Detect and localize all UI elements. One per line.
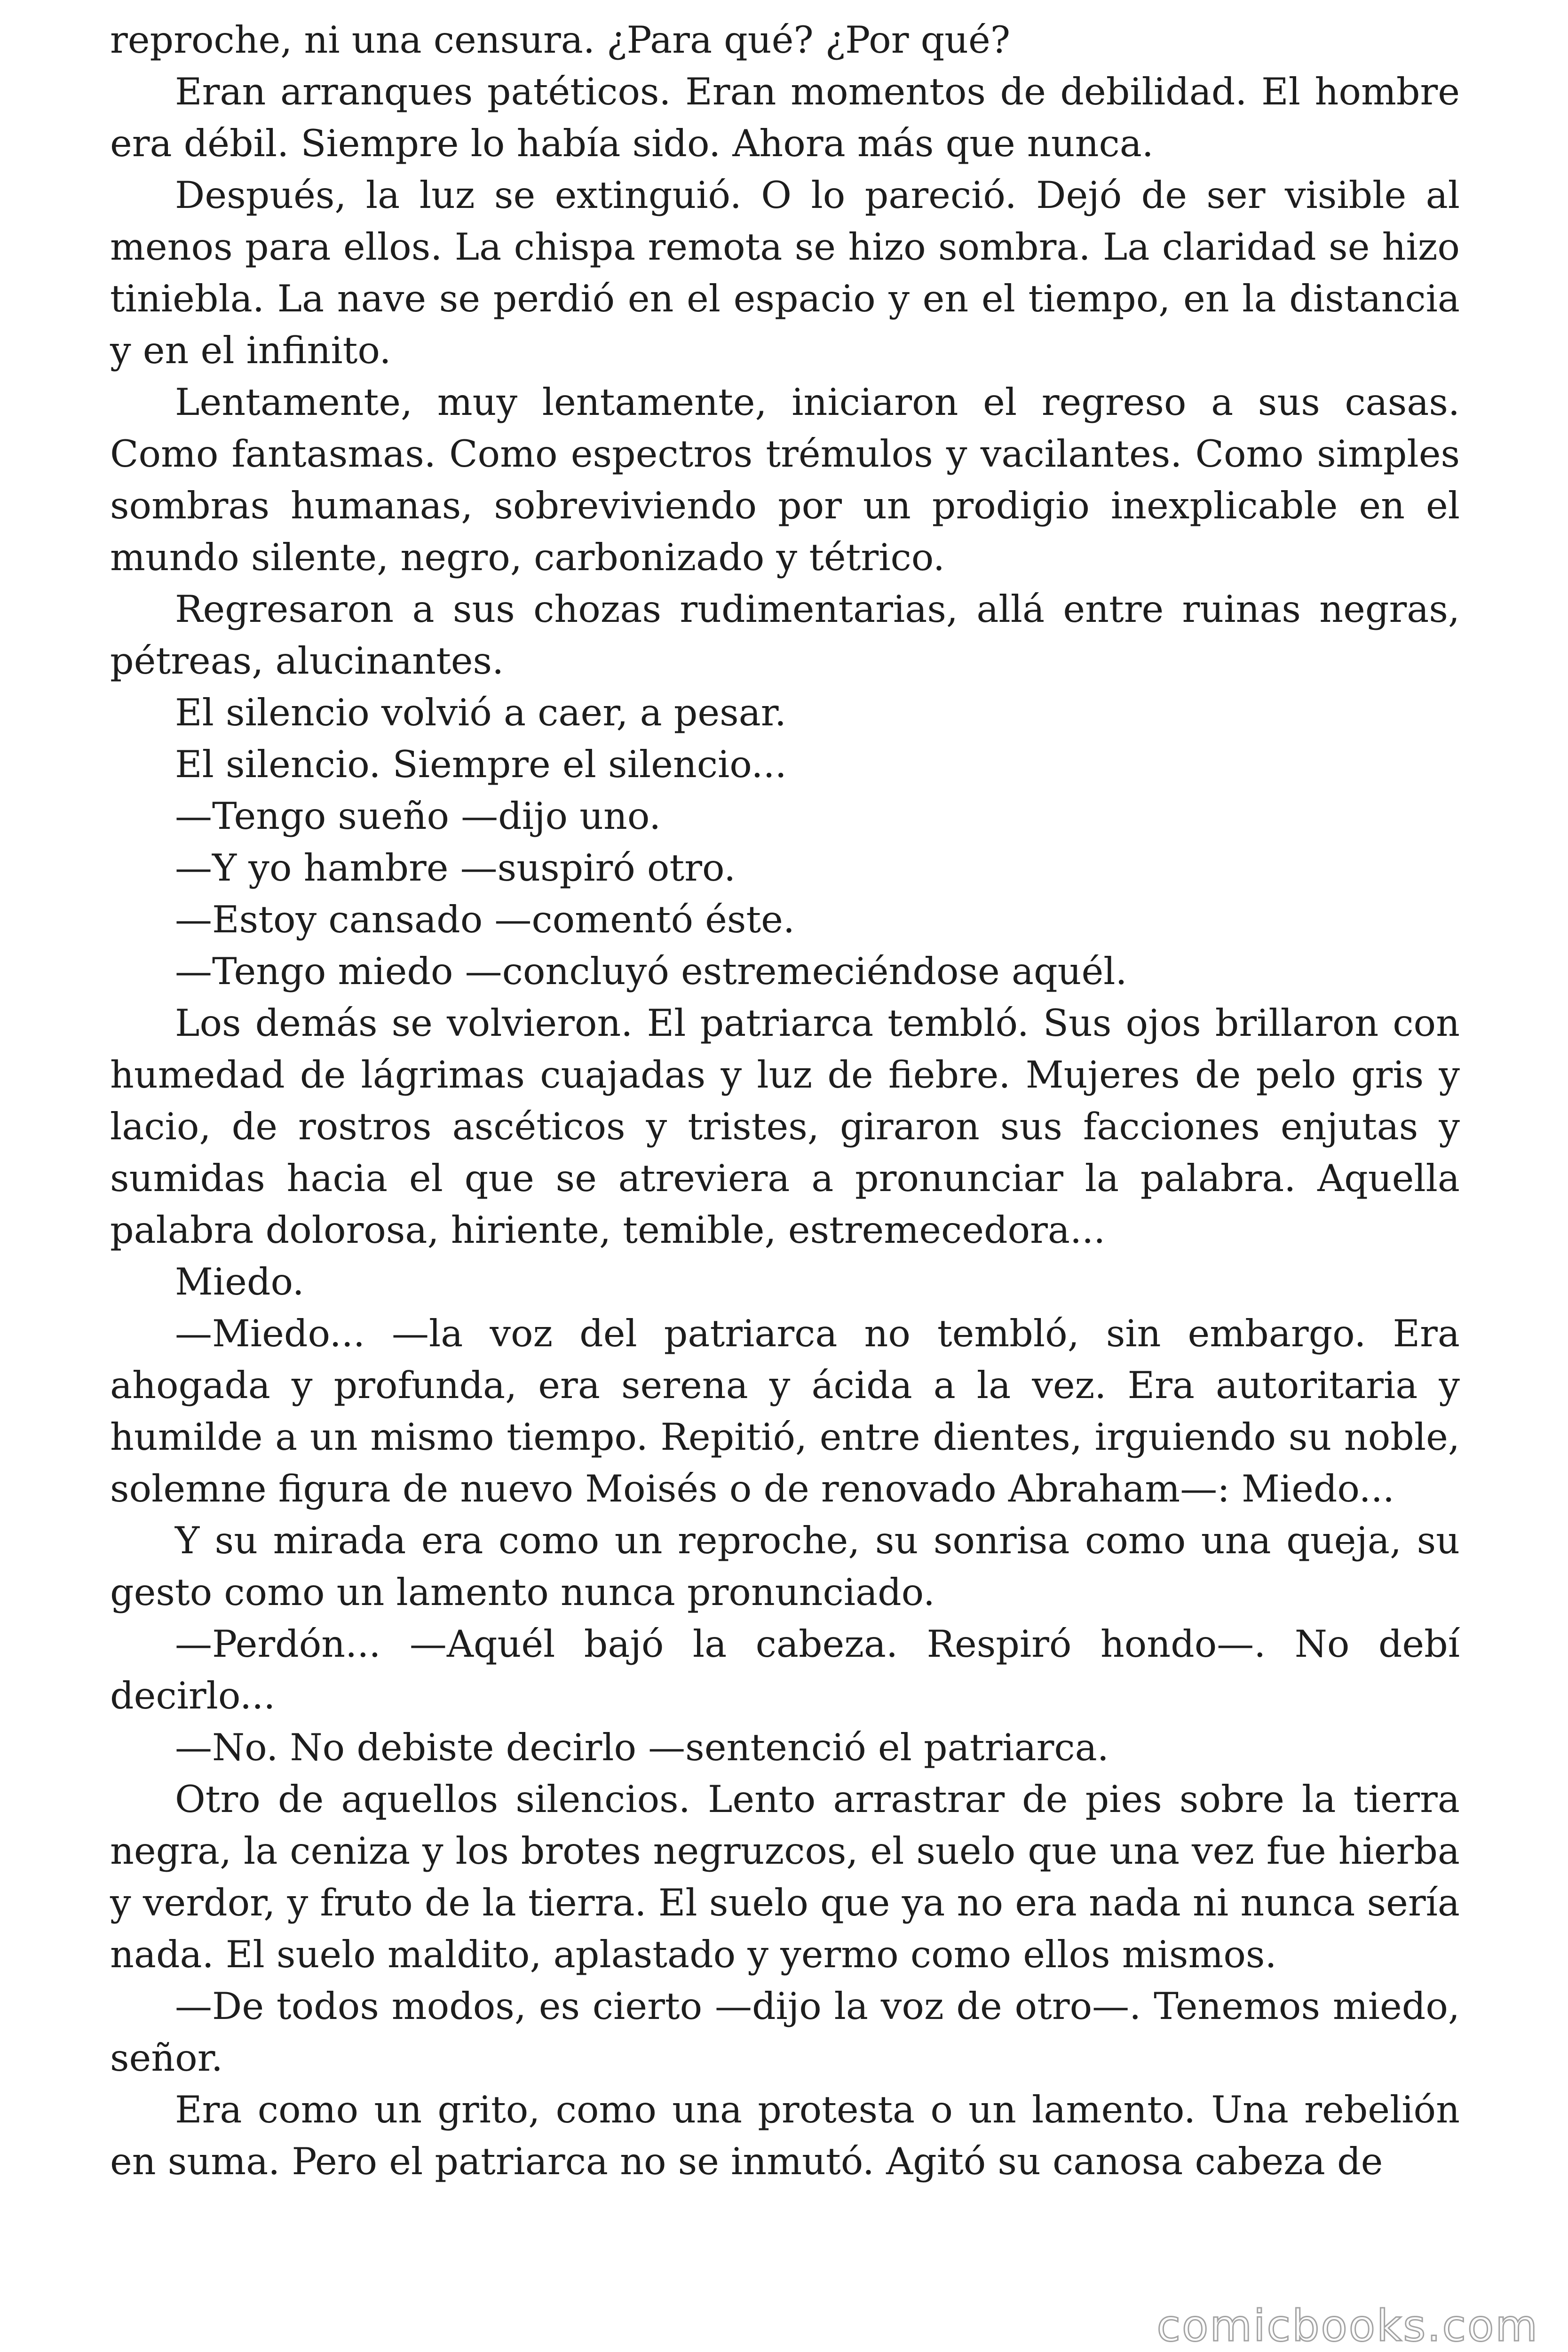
paragraph: El silencio volvió a caer, a pesar. xyxy=(175,691,786,734)
paragraph: Regresaron a sus chozas rudimentarias, allá entre ruinas negras, pétreas, alucinantes. xyxy=(110,588,1460,683)
book-page xyxy=(110,14,1460,2328)
paragraph: Los demás se volvieron. El patriarca tembló. Sus ojos brillaron con humedad de lágrimas cuajadas y luz de fiebre. Mujeres de pelo gris y lacio, de rostros ascéticos y tristes, giraron sus facciones enjutas y sumidas hacia el que se atreviera a pronunciar la palabra. Aquella palabra dolorosa, hiriente, temible, estremecedora... xyxy=(110,1001,1460,1252)
dialogue-line: —No. No debiste decirlo —sentenció el patriarca. xyxy=(175,1726,1109,1769)
paragraph: Otro de aquellos silencios. Lento arrastrar de pies sobre la tierra negra, la ceniza y los brotes negruzcos, el suelo que una vez fue hierba y verdor, y fruto de la tierra. El suelo que ya no era nada ni nunca sería nada. El suelo maldito, aplastado y yermo como ellos mismos. xyxy=(110,1778,1460,1976)
paragraph: Era como un grito, como una protesta o un lamento. Una rebelión en suma. Pero el patriarca no se inmutó. Agitó su canosa cabeza de xyxy=(110,2088,1460,2183)
dialogue-line: —De todos modos, es cierto —dijo la voz de otro—. Tenemos miedo, señor. xyxy=(110,1985,1460,2080)
paragraph: El silencio. Siempre el silencio... xyxy=(175,743,787,786)
dialogue-line: —Tengo sueño —dijo uno. xyxy=(175,795,661,838)
paragraph: Después, la luz se extinguió. O lo pareció. Dejó de ser visible al menos para ellos. La chispa remota se hizo sombra. La claridad se hizo tiniebla. La nave se perdió en el espacio y en el tiempo, en la distancia y en el infinito. xyxy=(110,174,1460,372)
dialogue-line: —Estoy cansado —comentó éste. xyxy=(175,898,795,941)
paragraph: Miedo. xyxy=(175,1260,304,1303)
paragraph: Eran arranques patéticos. Eran momentos de debilidad. El hombre era débil. Siempre lo había sido. Ahora más que nunca. xyxy=(110,70,1460,165)
paragraph: reproche, ni una censura. ¿Para qué? ¿Por qué? xyxy=(110,18,1011,62)
dialogue-line: —Perdón... —Aquél bajó la cabeza. Respiró hondo—. No debí decirlo... xyxy=(110,1622,1460,1717)
dialogue-line: —Tengo miedo —concluyó estremeciéndose aquél. xyxy=(175,950,1127,993)
watermark-logo: comicbooks.com xyxy=(1156,2301,1539,2351)
paragraph: Y su mirada era como un reproche, su sonrisa como una queja, su gesto como un lamento nunca pronunciado. xyxy=(110,1519,1460,1614)
paragraph: Lentamente, muy lentamente, iniciaron el regreso a sus casas. Como fantasmas. Como espectros trémulos y vacilantes. Como simples sombras humanas, sobreviviendo por un prodigio inexplicable en el mundo silente, negro, carbonizado y tétrico. xyxy=(110,381,1460,579)
dialogue-line: —Miedo... —la voz del patriarca no tembló, sin embargo. Era ahogada y profunda, era serena y ácida a la vez. Era autoritaria y humilde a un mismo tiempo. Repitió, entre dientes, irguiendo su noble, solemne figura de nuevo Moisés o de renovado Abraham—: Miedo... xyxy=(110,1312,1460,1510)
dialogue-line: —Y yo hambre —suspiró otro. xyxy=(175,846,736,890)
